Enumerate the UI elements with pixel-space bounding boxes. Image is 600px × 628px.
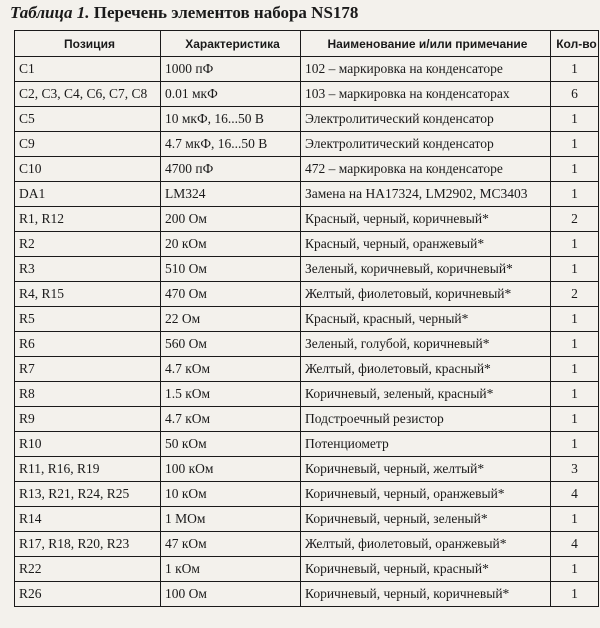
table-row <box>15 232 599 257</box>
table-row <box>15 107 599 132</box>
cell-position: R4, R15 <box>15 282 161 307</box>
table-row <box>15 432 599 457</box>
table-row <box>15 332 599 357</box>
cell-name-note: Подстроечный резистор <box>301 407 551 432</box>
cell-characteristic: 20 кОм <box>161 232 301 257</box>
cell-characteristic: 47 кОм <box>161 532 301 557</box>
cell-quantity: 1 <box>551 582 599 607</box>
cell-position: R6 <box>15 332 161 357</box>
cell-quantity: 4 <box>551 532 599 557</box>
cell-name-note: Зеленый, коричневый, коричневый* <box>301 257 551 282</box>
cell-characteristic: 510 Ом <box>161 257 301 282</box>
table-row <box>15 557 599 582</box>
cell-position: R8 <box>15 382 161 407</box>
cell-position: R9 <box>15 407 161 432</box>
table-row <box>15 132 599 157</box>
cell-quantity: 4 <box>551 482 599 507</box>
cell-position: C10 <box>15 157 161 182</box>
cell-quantity: 1 <box>551 407 599 432</box>
table-row <box>15 207 599 232</box>
table-body <box>15 57 599 607</box>
table-row <box>15 507 599 532</box>
cell-characteristic: 4.7 кОм <box>161 407 301 432</box>
cell-name-note: Электролитический конденсатор <box>301 132 551 157</box>
cell-quantity: 1 <box>551 432 599 457</box>
cell-characteristic: 560 Ом <box>161 332 301 357</box>
table-row <box>15 482 599 507</box>
table-caption: Перечень элементов набора NS178 <box>93 3 359 22</box>
cell-position: R17, R18, R20, R23 <box>15 532 161 557</box>
cell-quantity: 1 <box>551 132 599 157</box>
cell-quantity: 3 <box>551 457 599 482</box>
table-number: Таблица 1. <box>10 3 90 22</box>
cell-position: C1 <box>15 57 161 82</box>
cell-position: R2 <box>15 232 161 257</box>
cell-quantity: 2 <box>551 282 599 307</box>
cell-position: C2, C3, C4, C6, C7, C8 <box>15 82 161 107</box>
cell-quantity: 1 <box>551 107 599 132</box>
cell-name-note: 103 – маркировка на конденсаторах <box>301 82 551 107</box>
cell-name-note: Красный, черный, коричневый* <box>301 207 551 232</box>
cell-characteristic: 4.7 кОм <box>161 357 301 382</box>
header-row <box>15 31 599 57</box>
cell-characteristic: 0.01 мкФ <box>161 82 301 107</box>
cell-name-note: Потенциометр <box>301 432 551 457</box>
table-row <box>15 182 599 207</box>
cell-name-note: Коричневый, черный, коричневый* <box>301 582 551 607</box>
table-title <box>10 3 358 23</box>
table-row <box>15 457 599 482</box>
cell-characteristic: 470 Ом <box>161 282 301 307</box>
cell-characteristic: LM324 <box>161 182 301 207</box>
cell-characteristic: 22 Ом <box>161 307 301 332</box>
components-table <box>14 30 599 607</box>
cell-quantity: 1 <box>551 182 599 207</box>
cell-characteristic: 50 кОм <box>161 432 301 457</box>
cell-characteristic: 100 кОм <box>161 457 301 482</box>
cell-characteristic: 200 Ом <box>161 207 301 232</box>
cell-name-note: Желтый, фиолетовый, коричневый* <box>301 282 551 307</box>
cell-characteristic: 1000 пФ <box>161 57 301 82</box>
table-row <box>15 357 599 382</box>
cell-name-note: Электролитический конденсатор <box>301 107 551 132</box>
cell-characteristic: 1 кОм <box>161 557 301 582</box>
cell-name-note: Красный, красный, черный* <box>301 307 551 332</box>
cell-name-note: Коричневый, черный, желтый* <box>301 457 551 482</box>
cell-position: C5 <box>15 107 161 132</box>
table-row <box>15 532 599 557</box>
cell-quantity: 1 <box>551 557 599 582</box>
cell-quantity: 1 <box>551 232 599 257</box>
cell-quantity: 1 <box>551 382 599 407</box>
cell-position: DA1 <box>15 182 161 207</box>
cell-characteristic: 1.5 кОм <box>161 382 301 407</box>
header-position: Позиция <box>15 31 161 57</box>
cell-quantity: 1 <box>551 507 599 532</box>
cell-characteristic: 1 МОм <box>161 507 301 532</box>
cell-position: C9 <box>15 132 161 157</box>
cell-quantity: 1 <box>551 357 599 382</box>
cell-position: R13, R21, R24, R25 <box>15 482 161 507</box>
cell-position: R14 <box>15 507 161 532</box>
table-row <box>15 82 599 107</box>
cell-position: R1, R12 <box>15 207 161 232</box>
cell-name-note: Красный, черный, оранжевый* <box>301 232 551 257</box>
cell-quantity: 1 <box>551 57 599 82</box>
table-row <box>15 407 599 432</box>
cell-quantity: 1 <box>551 332 599 357</box>
cell-name-note: Желтый, фиолетовый, красный* <box>301 357 551 382</box>
header-characteristic: Характеристика <box>161 31 301 57</box>
header-name-note: Наименование и/или примечание <box>301 31 551 57</box>
table-row <box>15 257 599 282</box>
cell-characteristic: 4700 пФ <box>161 157 301 182</box>
cell-characteristic: 10 мкФ, 16...50 В <box>161 107 301 132</box>
table-row <box>15 582 599 607</box>
cell-position: R7 <box>15 357 161 382</box>
table-row <box>15 157 599 182</box>
cell-quantity: 1 <box>551 307 599 332</box>
cell-name-note: Зеленый, голубой, коричневый* <box>301 332 551 357</box>
header-quantity: Кол-во <box>551 31 599 57</box>
cell-name-note: 102 – маркировка на конденсаторе <box>301 57 551 82</box>
cell-quantity: 6 <box>551 82 599 107</box>
cell-position: R11, R16, R19 <box>15 457 161 482</box>
cell-position: R10 <box>15 432 161 457</box>
table-row <box>15 307 599 332</box>
cell-characteristic: 4.7 мкФ, 16...50 В <box>161 132 301 157</box>
cell-characteristic: 100 Ом <box>161 582 301 607</box>
cell-name-note: Коричневый, зеленый, красный* <box>301 382 551 407</box>
cell-position: R22 <box>15 557 161 582</box>
table-row <box>15 282 599 307</box>
table-row <box>15 57 599 82</box>
cell-quantity: 1 <box>551 157 599 182</box>
cell-position: R3 <box>15 257 161 282</box>
cell-name-note: Коричневый, черный, зеленый* <box>301 507 551 532</box>
cell-quantity: 2 <box>551 207 599 232</box>
cell-position: R26 <box>15 582 161 607</box>
cell-name-note: Желтый, фиолетовый, оранжевый* <box>301 532 551 557</box>
cell-name-note: Коричневый, черный, красный* <box>301 557 551 582</box>
cell-name-note: 472 – маркировка на конденсаторе <box>301 157 551 182</box>
cell-name-note: Коричневый, черный, оранжевый* <box>301 482 551 507</box>
table-row <box>15 382 599 407</box>
cell-quantity: 1 <box>551 257 599 282</box>
cell-characteristic: 10 кОм <box>161 482 301 507</box>
cell-name-note: Замена на HA17324, LM2902, MC3403 <box>301 182 551 207</box>
cell-position: R5 <box>15 307 161 332</box>
